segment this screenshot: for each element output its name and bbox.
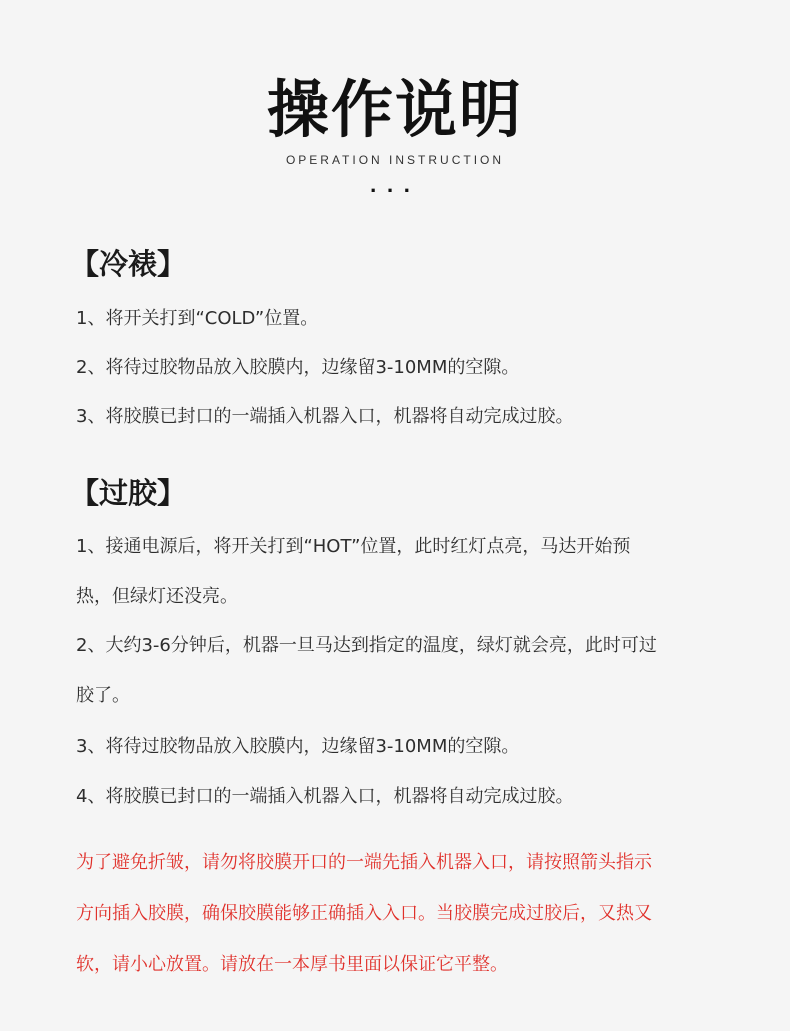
cold-step-1: 1、将开关打到“COLD”位置。 xyxy=(76,308,319,329)
title-dots-divider: ... xyxy=(369,176,421,197)
cold-step-3: 3、将胶膜已封口的一端插入机器入口，机器将自动完成过胶。 xyxy=(76,406,574,427)
hot-step-1-line-2: 热，但绿灯还没亮。 xyxy=(76,586,238,607)
hot-step-3: 3、将待过胶物品放入胶膜内，边缘留3-10MM的空隙。 xyxy=(76,736,520,757)
hot-step-2-line-2: 胶了。 xyxy=(76,685,130,706)
page-title: 操作说明 xyxy=(266,73,523,146)
section-heading-hot: 【过胶】 xyxy=(70,476,187,510)
warning-line-2: 方向插入胶膜，确保胶膜能够正确插入入口。当胶膜完成过胶后，又热又 xyxy=(76,903,652,924)
page-subtitle: OPERATION INSTRUCTION xyxy=(285,153,505,167)
warning-line-1: 为了避免折皱，请勿将胶膜开口的一端先插入机器入口，请按照箭头指示 xyxy=(76,852,652,873)
hot-step-4: 4、将胶膜已封口的一端插入机器入口，机器将自动完成过胶。 xyxy=(76,786,574,807)
warning-line-3: 软，请小心放置。请放在一本厚书里面以保证它平整。 xyxy=(76,954,508,975)
hot-step-2-line-1: 2、大约3-6分钟后，机器一旦马达到指定的温度，绿灯就会亮，此时可过 xyxy=(76,635,657,656)
section-heading-cold: 【冷裱】 xyxy=(70,247,187,281)
cold-step-2: 2、将待过胶物品放入胶膜内，边缘留3-10MM的空隙。 xyxy=(76,357,520,378)
hot-step-1-line-1: 1、接通电源后，将开关打到“HOT”位置，此时红灯点亮，马达开始预 xyxy=(76,536,631,557)
